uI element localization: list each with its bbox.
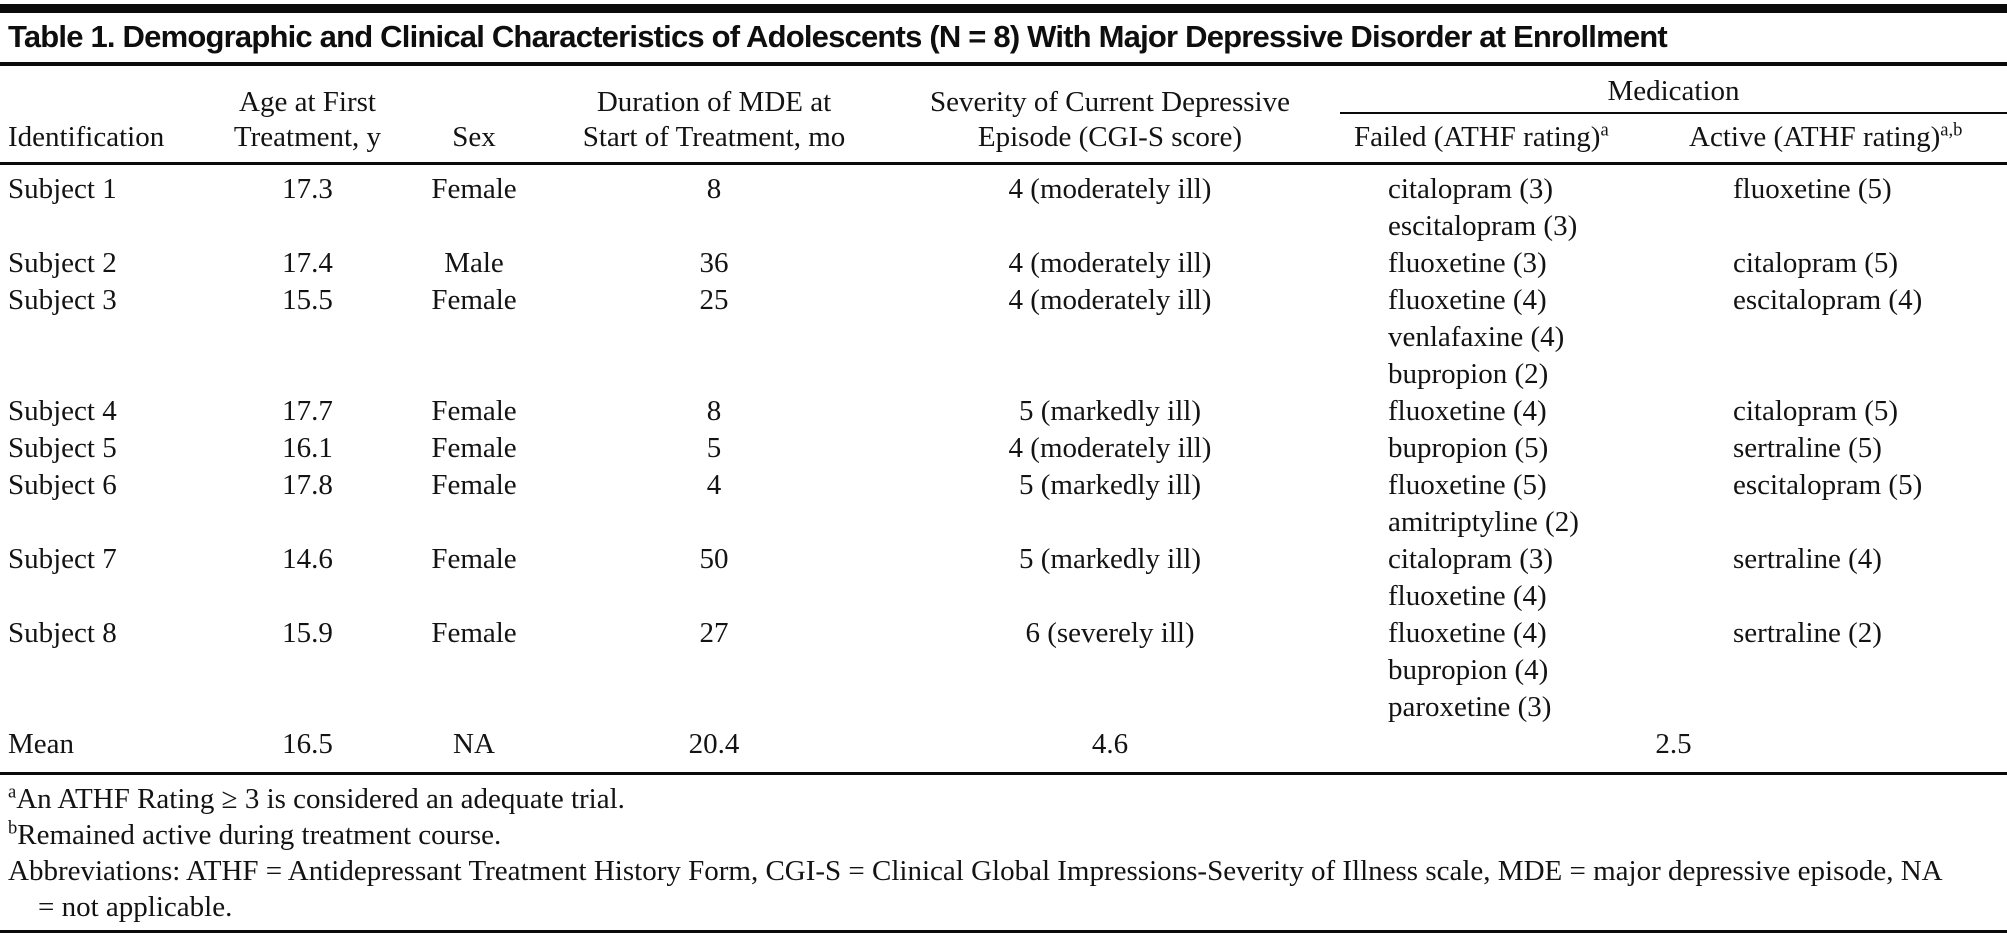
table-row: [0, 430, 2007, 467]
cell-identification: Subject 7: [8, 543, 117, 575]
medication-line: escitalopram (4): [1733, 284, 1923, 316]
cell-sex: Female: [431, 395, 517, 427]
medication-line: paroxetine (3): [1388, 691, 1552, 723]
medication-line: bupropion (2): [1388, 358, 1549, 390]
cell-duration: 36: [699, 247, 729, 279]
medication-line: sertraline (2): [1733, 617, 1882, 649]
cell-identification: Subject 3: [8, 284, 117, 316]
cell-severity: 6 (severely ill): [1025, 617, 1195, 649]
footnote-b: [0, 817, 2007, 853]
cell-severity: 5 (markedly ill): [1018, 469, 1201, 501]
medication-line: citalopram (5): [1733, 247, 1899, 279]
table-row: [0, 245, 2007, 282]
page: [0, 4, 2007, 933]
mean-cell-identification: Mean: [8, 728, 75, 760]
medication-line: fluoxetine (4): [1388, 284, 1547, 316]
cell-identification: Subject 6: [8, 469, 117, 501]
table-title: Table 1. Demographic and Clinical Characteristics of Adolescents (N = 8) With Major Depressive Disorder at Enrollment: [0, 13, 2007, 66]
cell-severity: 5 (markedly ill): [1018, 543, 1201, 575]
footnote-b-marker: b: [8, 817, 18, 839]
cell-failed-medication: [1340, 393, 1685, 430]
table-mean-section: [0, 726, 2007, 772]
cell-duration: 8: [706, 173, 722, 205]
cell-sex: Female: [431, 432, 517, 464]
cell-active-medication: [1685, 467, 2007, 541]
table-row: [0, 393, 2007, 430]
cell-identification: Subject 5: [8, 432, 117, 464]
cell-severity: 5 (markedly ill): [1018, 395, 1201, 427]
cell-severity: 4 (moderately ill): [1008, 247, 1212, 279]
cell-age: 17.8: [282, 469, 333, 501]
table-header: [0, 66, 2007, 164]
cell-failed-medication: [1340, 282, 1685, 393]
cell-duration: 27: [699, 617, 729, 649]
medication-line: fluoxetine (5): [1733, 173, 1892, 205]
top-rule: [0, 4, 2007, 13]
mean-cell-sex: NA: [453, 728, 495, 760]
col-header-severity: [880, 66, 1340, 164]
table-row: [0, 541, 2007, 615]
characteristics-table: [0, 66, 2007, 772]
cell-failed-medication: [1340, 615, 1685, 726]
table-row: [0, 467, 2007, 541]
medication-line: citalopram (5): [1733, 395, 1899, 427]
col-group-medication: Medication: [1340, 66, 2007, 113]
col-header-severity-line2: Episode (CGI-S score): [977, 121, 1243, 153]
footnote-a-text: An ATHF Rating ≥ 3 is considered an adequate trial.: [16, 783, 625, 815]
cell-active-medication: [1685, 541, 2007, 615]
col-header-age-line1: Age at First: [239, 86, 376, 118]
medication-line: fluoxetine (4): [1388, 395, 1547, 427]
medication-line: fluoxetine (5): [1388, 469, 1547, 501]
cell-sex: Female: [431, 284, 517, 316]
mean-cell-duration: 20.4: [688, 728, 740, 760]
cell-severity: 4 (moderately ill): [1008, 284, 1212, 316]
cell-identification: Subject 2: [8, 247, 117, 279]
mean-cell-age: 16.5: [282, 728, 333, 760]
footnote-a: [0, 781, 2007, 817]
mean-cell-severity: 4.6: [1091, 728, 1129, 760]
cell-failed-medication: [1340, 164, 1685, 246]
cell-age: 17.4: [282, 247, 333, 279]
col-header-identification: Identification: [0, 66, 215, 164]
footnote-marker-ab: a,b: [1940, 119, 1963, 141]
medication-line: escitalopram (5): [1733, 469, 1923, 501]
cell-sex: Female: [431, 617, 517, 649]
cell-duration: 25: [699, 284, 729, 316]
col-header-duration: [548, 66, 880, 164]
cell-age: 16.1: [282, 432, 333, 464]
col-header-duration-line2: Start of Treatment, mo: [582, 121, 846, 153]
cell-age: 17.3: [282, 173, 333, 205]
cell-active-medication: [1685, 282, 2007, 393]
medication-line: fluoxetine (4): [1388, 580, 1547, 612]
footnote-abbreviations: [0, 853, 1958, 925]
cell-sex: Female: [431, 543, 517, 575]
medication-line: sertraline (4): [1733, 543, 1882, 575]
col-header-failed-label: Failed (ATHF rating): [1354, 121, 1601, 153]
col-header-severity-line1: Severity of Current Depressive: [930, 86, 1290, 118]
medication-line: fluoxetine (3): [1388, 247, 1547, 279]
footnote-a-marker: a: [8, 781, 17, 803]
footnote-b-text: Remained active during treatment course.: [17, 819, 502, 851]
cell-severity: 4 (moderately ill): [1008, 173, 1212, 205]
cell-age: 17.7: [282, 395, 333, 427]
medication-line: sertraline (5): [1733, 432, 1882, 464]
medication-line: escitalopram (3): [1388, 210, 1578, 242]
cell-sex: Female: [431, 469, 517, 501]
medication-line: citalopram (3): [1388, 173, 1554, 205]
cell-identification: Subject 8: [8, 617, 117, 649]
medication-line: bupropion (5): [1388, 432, 1549, 464]
cell-active-medication: [1685, 245, 2007, 282]
footnote-marker-a: a: [1600, 119, 1609, 141]
cell-severity: 4 (moderately ill): [1008, 432, 1212, 464]
cell-sex: Male: [444, 247, 504, 279]
table-body: [0, 164, 2007, 727]
cell-identification: Subject 1: [8, 173, 117, 205]
cell-identification: Subject 4: [8, 395, 117, 427]
cell-failed-medication: [1340, 541, 1685, 615]
header-row-1: [0, 66, 2007, 113]
cell-active-medication: [1685, 615, 2007, 726]
medication-line: amitriptyline (2): [1388, 506, 1579, 538]
col-header-active-label: Active (ATHF rating): [1689, 121, 1941, 153]
cell-duration: 8: [706, 395, 722, 427]
cell-failed-medication: [1340, 467, 1685, 541]
cell-failed-medication: [1340, 245, 1685, 282]
col-header-age-line2: Treatment, y: [233, 121, 382, 153]
table-row: [0, 615, 2007, 726]
cell-sex: Female: [431, 173, 517, 205]
col-header-failed: [1340, 113, 1685, 164]
medication-line: venlafaxine (4): [1388, 321, 1565, 353]
col-header-sex: Sex: [400, 66, 548, 164]
cell-age: 15.9: [282, 617, 333, 649]
table-row: [0, 164, 2007, 246]
medication-line: citalopram (3): [1388, 543, 1554, 575]
cell-duration: 50: [699, 543, 729, 575]
col-header-duration-line1: Duration of MDE at: [596, 86, 832, 118]
cell-duration: 4: [706, 469, 722, 501]
cell-active-medication: [1685, 393, 2007, 430]
cell-duration: 5: [706, 432, 722, 464]
col-header-active: [1685, 113, 2007, 164]
table-row: [0, 282, 2007, 393]
cell-age: 15.5: [282, 284, 333, 316]
footnotes: [0, 772, 2007, 925]
cell-active-medication: [1685, 164, 2007, 246]
cell-age: 14.6: [282, 543, 333, 575]
medication-line: fluoxetine (4): [1388, 617, 1547, 649]
mean-row: [0, 726, 2007, 772]
mean-cell-medication: 2.5: [1655, 728, 1692, 760]
col-header-age: [215, 66, 400, 164]
medication-line: bupropion (4): [1388, 654, 1549, 686]
cell-failed-medication: [1340, 430, 1685, 467]
footnote-abbreviations-text: Abbreviations: ATHF = Antidepressant Treatment History Form, CGI-S = Clinical Global Impressions-Severity of Illness scale, MDE = major depressive episode, NA = not applicable.: [8, 855, 1942, 923]
cell-active-medication: [1685, 430, 2007, 467]
